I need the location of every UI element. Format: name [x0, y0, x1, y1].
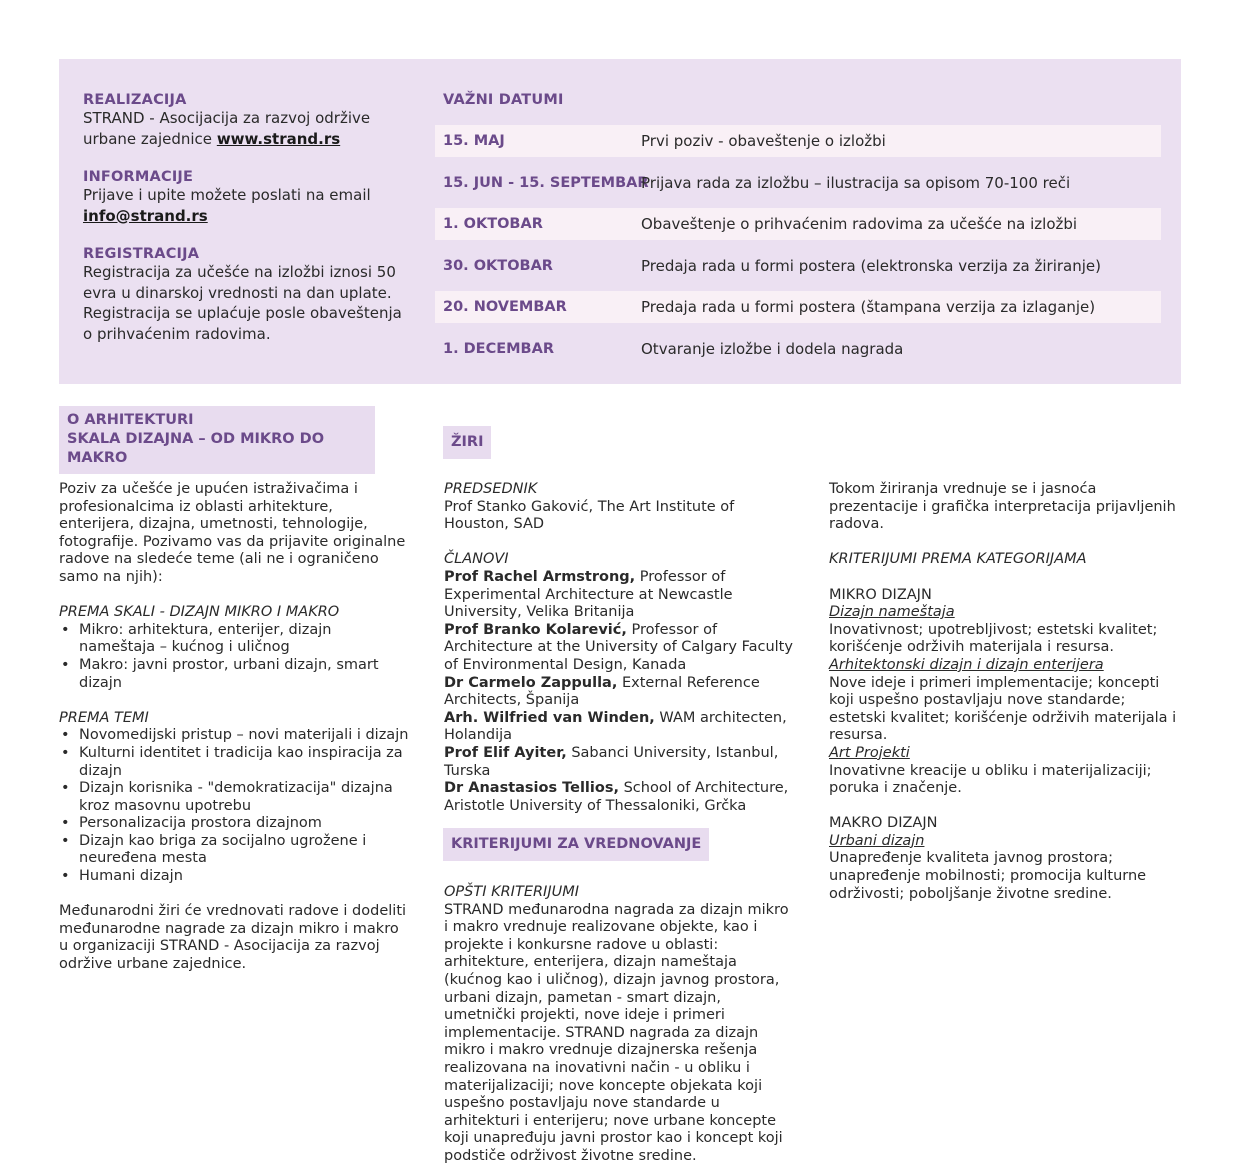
- kriterijumi-tag: KRITERIJUMI ZA VREDNOVANJE: [443, 828, 709, 861]
- website-link[interactable]: www.strand.rs: [216, 129, 341, 148]
- member-affiliation: WAM architecten, Holandija: [444, 709, 787, 744]
- arhitektura-tag-line1: O ARHITEKTURI: [67, 412, 194, 428]
- date-label: 30. OKTOBAR: [443, 257, 553, 274]
- member-entry: [444, 745, 796, 780]
- opsti-text: STRAND međunarodna nagrada za dizajn mikro i makro vrednuje realizovane objekte, kao i projekte i konkursne radove u oblasti: arhitekture, enterijera, dizajn nameštaja (kućnog kao i uličnog), dizajn javnog prostora, urbani dizajn, pametan - smart dizajn, umetnički projekti, nove ideje i primeri implementacije. STRAND nagrada za dizajn mikro i makro vrednuje dizajnerska rešenja realizovana na inovativni način - u obliku i materijalizaciji; nove koncepte objekata koji uspešno postavljaju nove standarde u arhitekturi i enterijeru; nove urbane koncepte koji unapređuju javni prostor kao i koncept koji podstiče održivost životne sredine.: [444, 901, 789, 1164]
- list-item: • Mikro: arhitektura, enterijer, dizajn nameštaja – kućnog i uličnog: [59, 622, 411, 657]
- date-row: [435, 250, 1161, 282]
- vazni-datumi-heading: VAŽNI DATUMI: [443, 92, 564, 108]
- arhitektura-tag-line2: SKALA DIZAJNA – OD MIKRO DO MAKRO: [67, 431, 325, 466]
- kriterijumi-column-a: [444, 884, 796, 1164]
- kategorije-heading: KRITERIJUMI PREMA KATEGORIJAMA: [829, 551, 1087, 568]
- predsednik-heading: PREDSEDNIK: [444, 481, 538, 497]
- date-text: Predaja rada u formi postera (štampana verzija za izlaganje): [641, 298, 1096, 316]
- list-item: • Humani dizajn: [59, 868, 411, 886]
- list-item: • Personalizacija prostora dizajnom: [59, 815, 411, 833]
- date-row: [435, 125, 1161, 157]
- list-item: • Kulturni identitet i tradicija kao inspiracija za dizajn: [59, 745, 411, 780]
- opsti-text2: Tokom žiriranja vrednuje se i jasnoća prezentacije i grafička interpretacija prijavljenih radova.: [829, 481, 1176, 533]
- ziri-tag: ŽIRI: [443, 426, 491, 459]
- informacije-heading: INFORMACIJE: [83, 169, 194, 185]
- realizacija-text: STRAND - Asocijacija za razvoj održive urbane zajednice: [83, 109, 371, 148]
- email-link[interactable]: info@strand.rs: [83, 206, 208, 225]
- member-name: Dr Anastasios Tellios,: [444, 780, 619, 797]
- category-title: Art Projekti: [829, 744, 910, 761]
- member-affiliation: Professor of Experimental Architecture at Newcastle University, Velika Britanija: [444, 568, 733, 621]
- member-entry: [444, 710, 796, 745]
- info-column: [83, 92, 403, 364]
- member-name: Prof Elif Ayiter,: [444, 744, 567, 761]
- list-item: • Makro: javni prostor, urbani dizajn, smart dizajn: [59, 657, 411, 692]
- member-name: Prof Branko Kolarević,: [444, 621, 627, 638]
- member-entry: [444, 569, 796, 622]
- mikro-heading: MIKRO DIZAJN: [829, 586, 932, 603]
- registracija-text: Registracija za učešće na izložbi iznosi 50 evra u dinarskoj vrednosti na dan uplate. Registracija se uplaćuje posle obaveštenja o prihvaćenim radovima.: [83, 263, 402, 343]
- category-title: Urbani dizajn: [829, 832, 925, 849]
- date-text: Prijava rada za izložbu – ilustracija sa opisom 70-100 reči: [641, 173, 1071, 192]
- date-label: 20. NOVEMBAR: [443, 299, 567, 315]
- member-name: Prof Rachel Armstrong,: [444, 568, 636, 585]
- ziri-column: [444, 481, 796, 815]
- date-label: 1. DECEMBAR: [443, 340, 555, 357]
- date-row: [435, 291, 1161, 323]
- arhitektura-closing: Međunarodni žiri će vrednovati radove i dodeliti međunarodne nagrade za dizajn mikro i makro u organizaciji STRAND - Asocijacija za razvoj održive urbane zajednice.: [59, 903, 407, 973]
- arhitektura-column: [59, 481, 411, 974]
- teme-list: [59, 727, 411, 885]
- dates-table: [435, 125, 1161, 374]
- category-text: Nove ideje i primeri implementacije; koncepti koji uspešno postavljaju nove standarde; estetski kvalitet; korišćenje održivih materijala i resursa.: [829, 674, 1177, 744]
- member-name: Arh. Wilfried van Winden,: [444, 709, 655, 726]
- opsti-heading: OPŠTI KRITERIJUMI: [444, 884, 580, 900]
- informacije-text: Prijave i upite možete poslati na email: [83, 186, 371, 204]
- registracija-heading: REGISTRACIJA: [83, 246, 200, 262]
- date-label: 15. MAJ: [443, 133, 505, 149]
- kriterijumi-column-b: [829, 481, 1181, 903]
- category-text: Unapređenje kvaliteta javnog prostora; unapređenje mobilnosti; promocija kulturne održivosti; poboljšanje životne sredine.: [829, 850, 1147, 902]
- member-affiliation: Sabanci University, Istanbul, Turska: [444, 744, 779, 779]
- list-item: • Dizajn korisnika - "demokratizacija" dizajna kroz masovnu upotrebu: [59, 780, 411, 815]
- teme-heading: PREMA TEMI: [59, 709, 149, 726]
- category-title: Arhitektonski dizajn i dizajn enterijera: [829, 656, 1104, 673]
- date-text: Otvaranje izložbe i dodela nagrada: [641, 339, 904, 358]
- date-text: Obaveštenje o prihvaćenim radovima za učešće na izložbi: [641, 215, 1078, 233]
- realizacija-heading: REALIZACIJA: [83, 92, 187, 108]
- member-entry: [444, 622, 796, 675]
- clanovi-heading: ČLANOVI: [444, 551, 509, 568]
- date-row: [435, 208, 1161, 240]
- member-affiliation: External Reference Architects, Španija: [444, 674, 760, 709]
- predsednik-text: Prof Stanko Gaković, The Art Institute of Houston, SAD: [444, 498, 735, 533]
- date-label: 1. OKTOBAR: [443, 216, 543, 232]
- informacije-block: [83, 169, 403, 226]
- arhitektura-intro: Poziv za učešće je upućen istraživačima i profesionalcima iz oblasti arhitekture, enterijera, dizajna, umetnosti, tehnologije, fotografije. Pozivamo vas da prijavite originalne radove na sledeće teme (ali ne i ograničeno samo na njih):: [59, 481, 406, 585]
- skala-heading: PREMA SKALI - DIZAJN MIKRO I MAKRO: [59, 604, 340, 621]
- realizacija-block: [83, 92, 403, 149]
- member-affiliation: Professor of Architecture at the University of Calgary Faculty of Environmental Design, Kanada: [444, 621, 793, 673]
- category-text: Inovativnost; upotrebljivost; estetski kvalitet; korišćenje održivih materijala i resursa.: [829, 621, 1158, 656]
- member-affiliation: School of Architecture, Aristotle University of Thessaloniki, Grčka: [444, 780, 789, 814]
- member-entry: [444, 780, 796, 815]
- date-text: Prvi poziv - obaveštenje o izložbi: [641, 132, 886, 150]
- date-text: Predaja rada u formi postera (elektronska verzija za žiriranje): [641, 256, 1101, 275]
- category-text: Inovativne kreacije u obliku i materijalizaciji; poruka i značenje.: [829, 762, 1152, 797]
- member-name: Dr Carmelo Zappulla,: [444, 674, 618, 691]
- list-item: • Dizajn kao briga za socijalno ugrožene i neuređena mesta: [59, 833, 411, 868]
- arhitektura-tag: [59, 406, 375, 474]
- member-entry: [444, 675, 796, 710]
- skala-list: [59, 622, 411, 692]
- date-label: 15. JUN - 15. SEPTEMBAR: [443, 174, 649, 191]
- list-item: • Novomedijski pristup – novi materijali i dizajn: [59, 727, 411, 745]
- date-row: [435, 333, 1161, 365]
- date-row: [435, 167, 1161, 199]
- registracija-block: [83, 246, 403, 344]
- makro-heading: MAKRO DIZAJN: [829, 815, 938, 832]
- category-title: Dizajn nameštaja: [829, 604, 955, 621]
